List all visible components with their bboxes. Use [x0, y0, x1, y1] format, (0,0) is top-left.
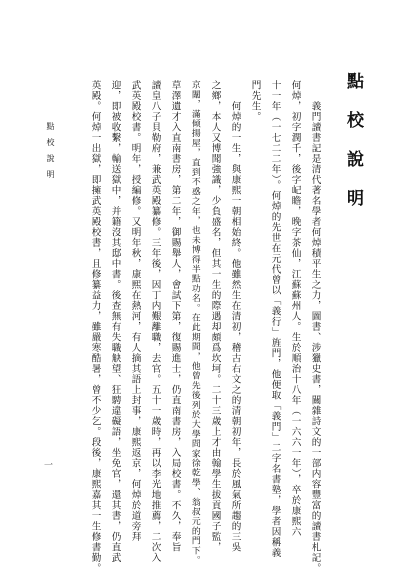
- body-column-4: 門先生。: [249, 80, 261, 122]
- body-column-2: 何焯，初字潤千，後字屺瞻，晚字茶仙，江蘇蘇州人。生於順治十八年（一六六一年），卒於康熙六: [289, 80, 301, 538]
- body-column-6: 之鄉，本人又博聞強識，少負盛名，但其一生的際遇却頗爲坎坷。二十三歲上才由翰學生拔貢國子監，: [209, 80, 221, 553]
- page-number: 一: [44, 461, 54, 471]
- body-column-11: 迎，即被收繫，輸送獄中，并籍沒其邸中書。後查無有失職觖望、狂騁違礙語，坐免官，還其書，仍直武: [109, 80, 121, 563]
- body-column-3: 十一年（一七二二年）。何焯的先世在元代曾以「義行」旌門，他便取「義門」二字名書塾，學者因稱義: [269, 80, 281, 559]
- body-column-9: 讀皇八子貝勒府，兼武英殿纂修。三年後，因丁内艱離職，去官。五十一歲時，再以李光地推薦，二次入: [149, 80, 161, 563]
- body-column-12: 英殿。何焯一出獄，即擁武英殿校書，且修纂益力，雖嚴寒酷暑，曾不少乞。段後，康熙嘉其一生修書勤。: [89, 80, 101, 574]
- running-head: 點校說明: [46, 122, 55, 186]
- body-column-10: 武英殿校書。明年，授編修。又明年秋，康熙在熱河，有人摘其語上封事，康熙返京，何焯於道旁拜: [129, 80, 141, 542]
- body-column-5: 何焯的一生，與康熙一朝相始終。他雖然生在清初，稽古右文之的清朝初年，長於風氣所趨的三吳: [229, 80, 241, 553]
- body-column-1: 義門讀書記是清代著名學者何焯積平生之力，圖書、涉獵史書，關雜詩文的一部内容豐富的讀書札記。: [309, 80, 321, 574]
- body-column-8: 草澤遺才入直南書房，第二年，御賜舉人，會試下第，復賜進士，仍直南書房，入局校書。不久，奉旨: [169, 80, 181, 553]
- body-column-7: 京闈，滿倾揚屋，直到不惑之年，也未博得半點功名。在此期間，他曾先後列於大學問家徐乾學、翁叔元的門下。: [189, 80, 200, 565]
- page-title: 點校說明: [343, 72, 363, 228]
